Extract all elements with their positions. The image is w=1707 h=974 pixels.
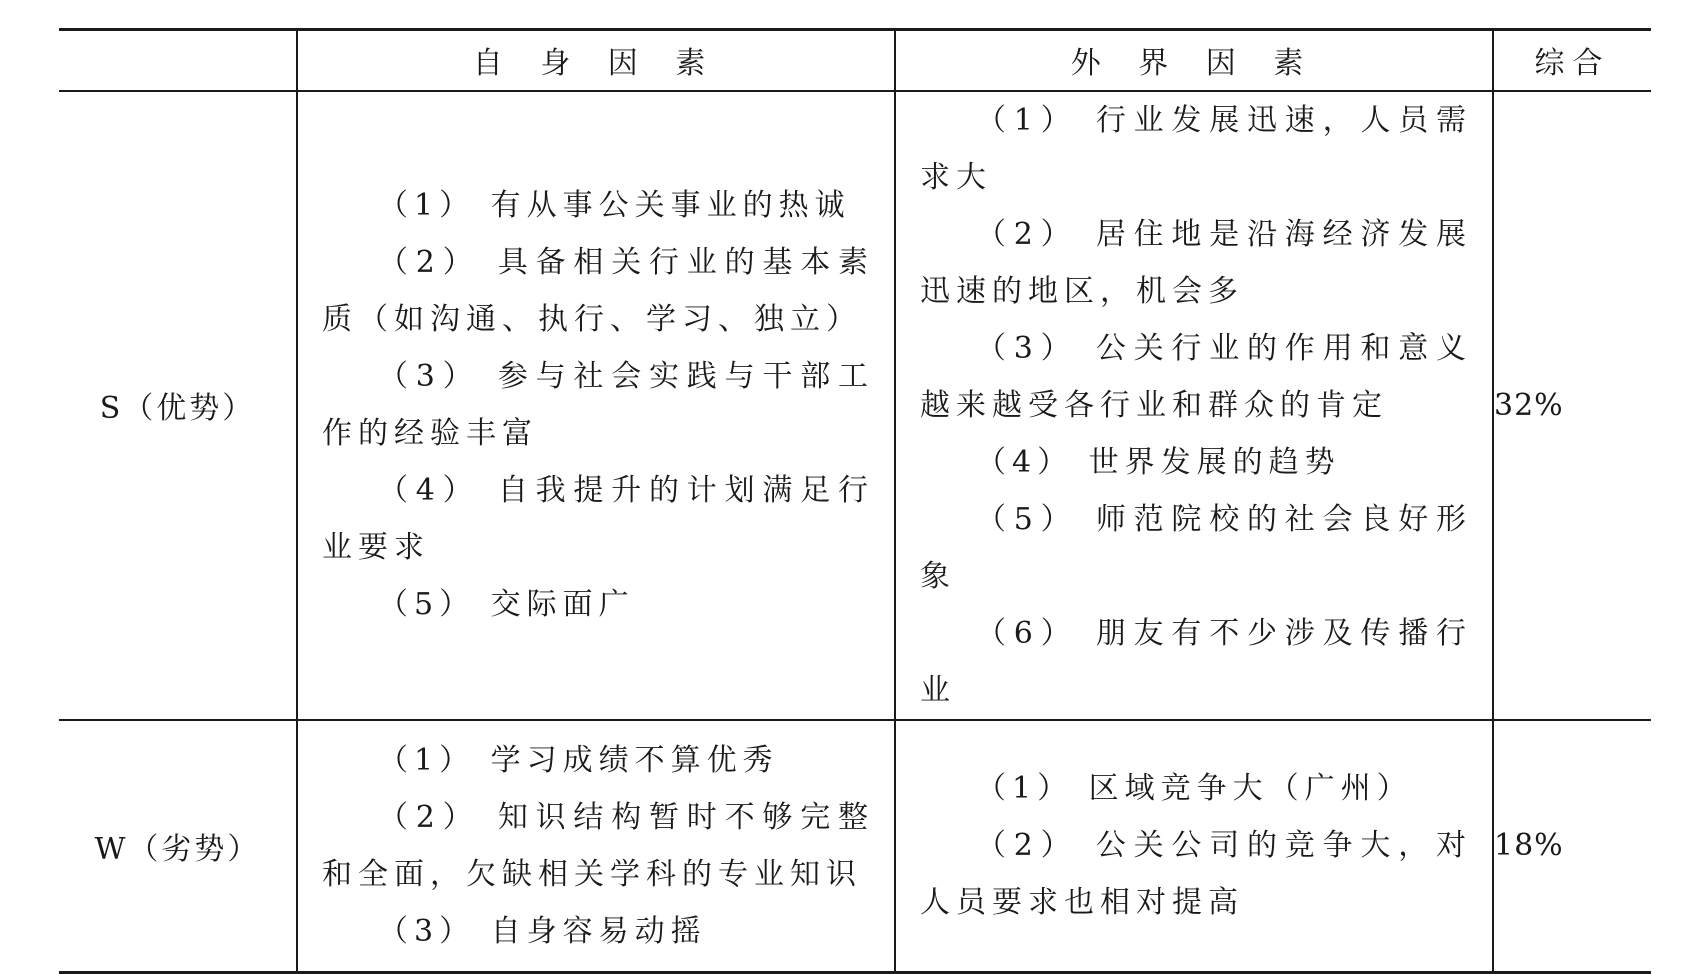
table-row-weaknesses [59, 720, 1651, 973]
list-item: （3） 自身容易动摇 [378, 913, 707, 949]
strengths-overall-value: 32% [1493, 91, 1651, 720]
list-item: （6） 朋友有不少涉及传播行业 [920, 615, 1472, 708]
list-item: （2） 知识结构暂时不够完整和全面，欠缺相关学科的专业知识 [322, 799, 874, 892]
header-internal-factors: 自 身 因 素 [297, 30, 895, 91]
header-row [59, 30, 1651, 91]
list-item: （1） 行业发展迅速，人员需求大 [920, 102, 1472, 195]
header-blank [59, 30, 297, 91]
swot-table [59, 28, 1651, 974]
header-external-factors: 外 界 因 素 [895, 30, 1493, 91]
header-overall: 综合 [1493, 30, 1651, 91]
list-item: （1） 学习成绩不算优秀 [378, 742, 779, 778]
weaknesses-external-cell [895, 720, 1493, 973]
list-item: （2） 具备相关行业的基本素质（如沟通、执行、学习、独立） [322, 245, 874, 337]
weaknesses-overall-value: 18% [1493, 720, 1651, 973]
strengths-internal-cell [297, 91, 895, 720]
list-item: （3） 参与社会实践与干部工作的经验丰富 [322, 359, 874, 451]
row-label-strengths: S（优势） [59, 91, 297, 720]
list-item: （1） 有从事公关事业的热诚 [378, 188, 851, 223]
table-row-strengths [59, 91, 1651, 720]
weaknesses-internal-cell [297, 720, 895, 973]
row-label-weaknesses: W（劣势） [59, 720, 297, 973]
list-item: （5） 交际面广 [378, 587, 635, 622]
list-item: （1） 区域竞争大（广州） [976, 771, 1413, 807]
list-item: （2） 公关公司的竞争大，对人员要求也相对提高 [920, 828, 1472, 921]
list-item: （4） 世界发展的趋势 [976, 444, 1341, 480]
list-item: （4） 自我提升的计划满足行业要求 [322, 473, 874, 565]
list-item: （5） 师范院校的社会良好形象 [920, 501, 1472, 594]
list-item: （3） 公关行业的作用和意义越来越受各行业和群众的肯定 [920, 330, 1472, 423]
strengths-external-cell [895, 91, 1493, 720]
list-item: （2） 居住地是沿海经济发展迅速的地区，机会多 [920, 216, 1472, 309]
